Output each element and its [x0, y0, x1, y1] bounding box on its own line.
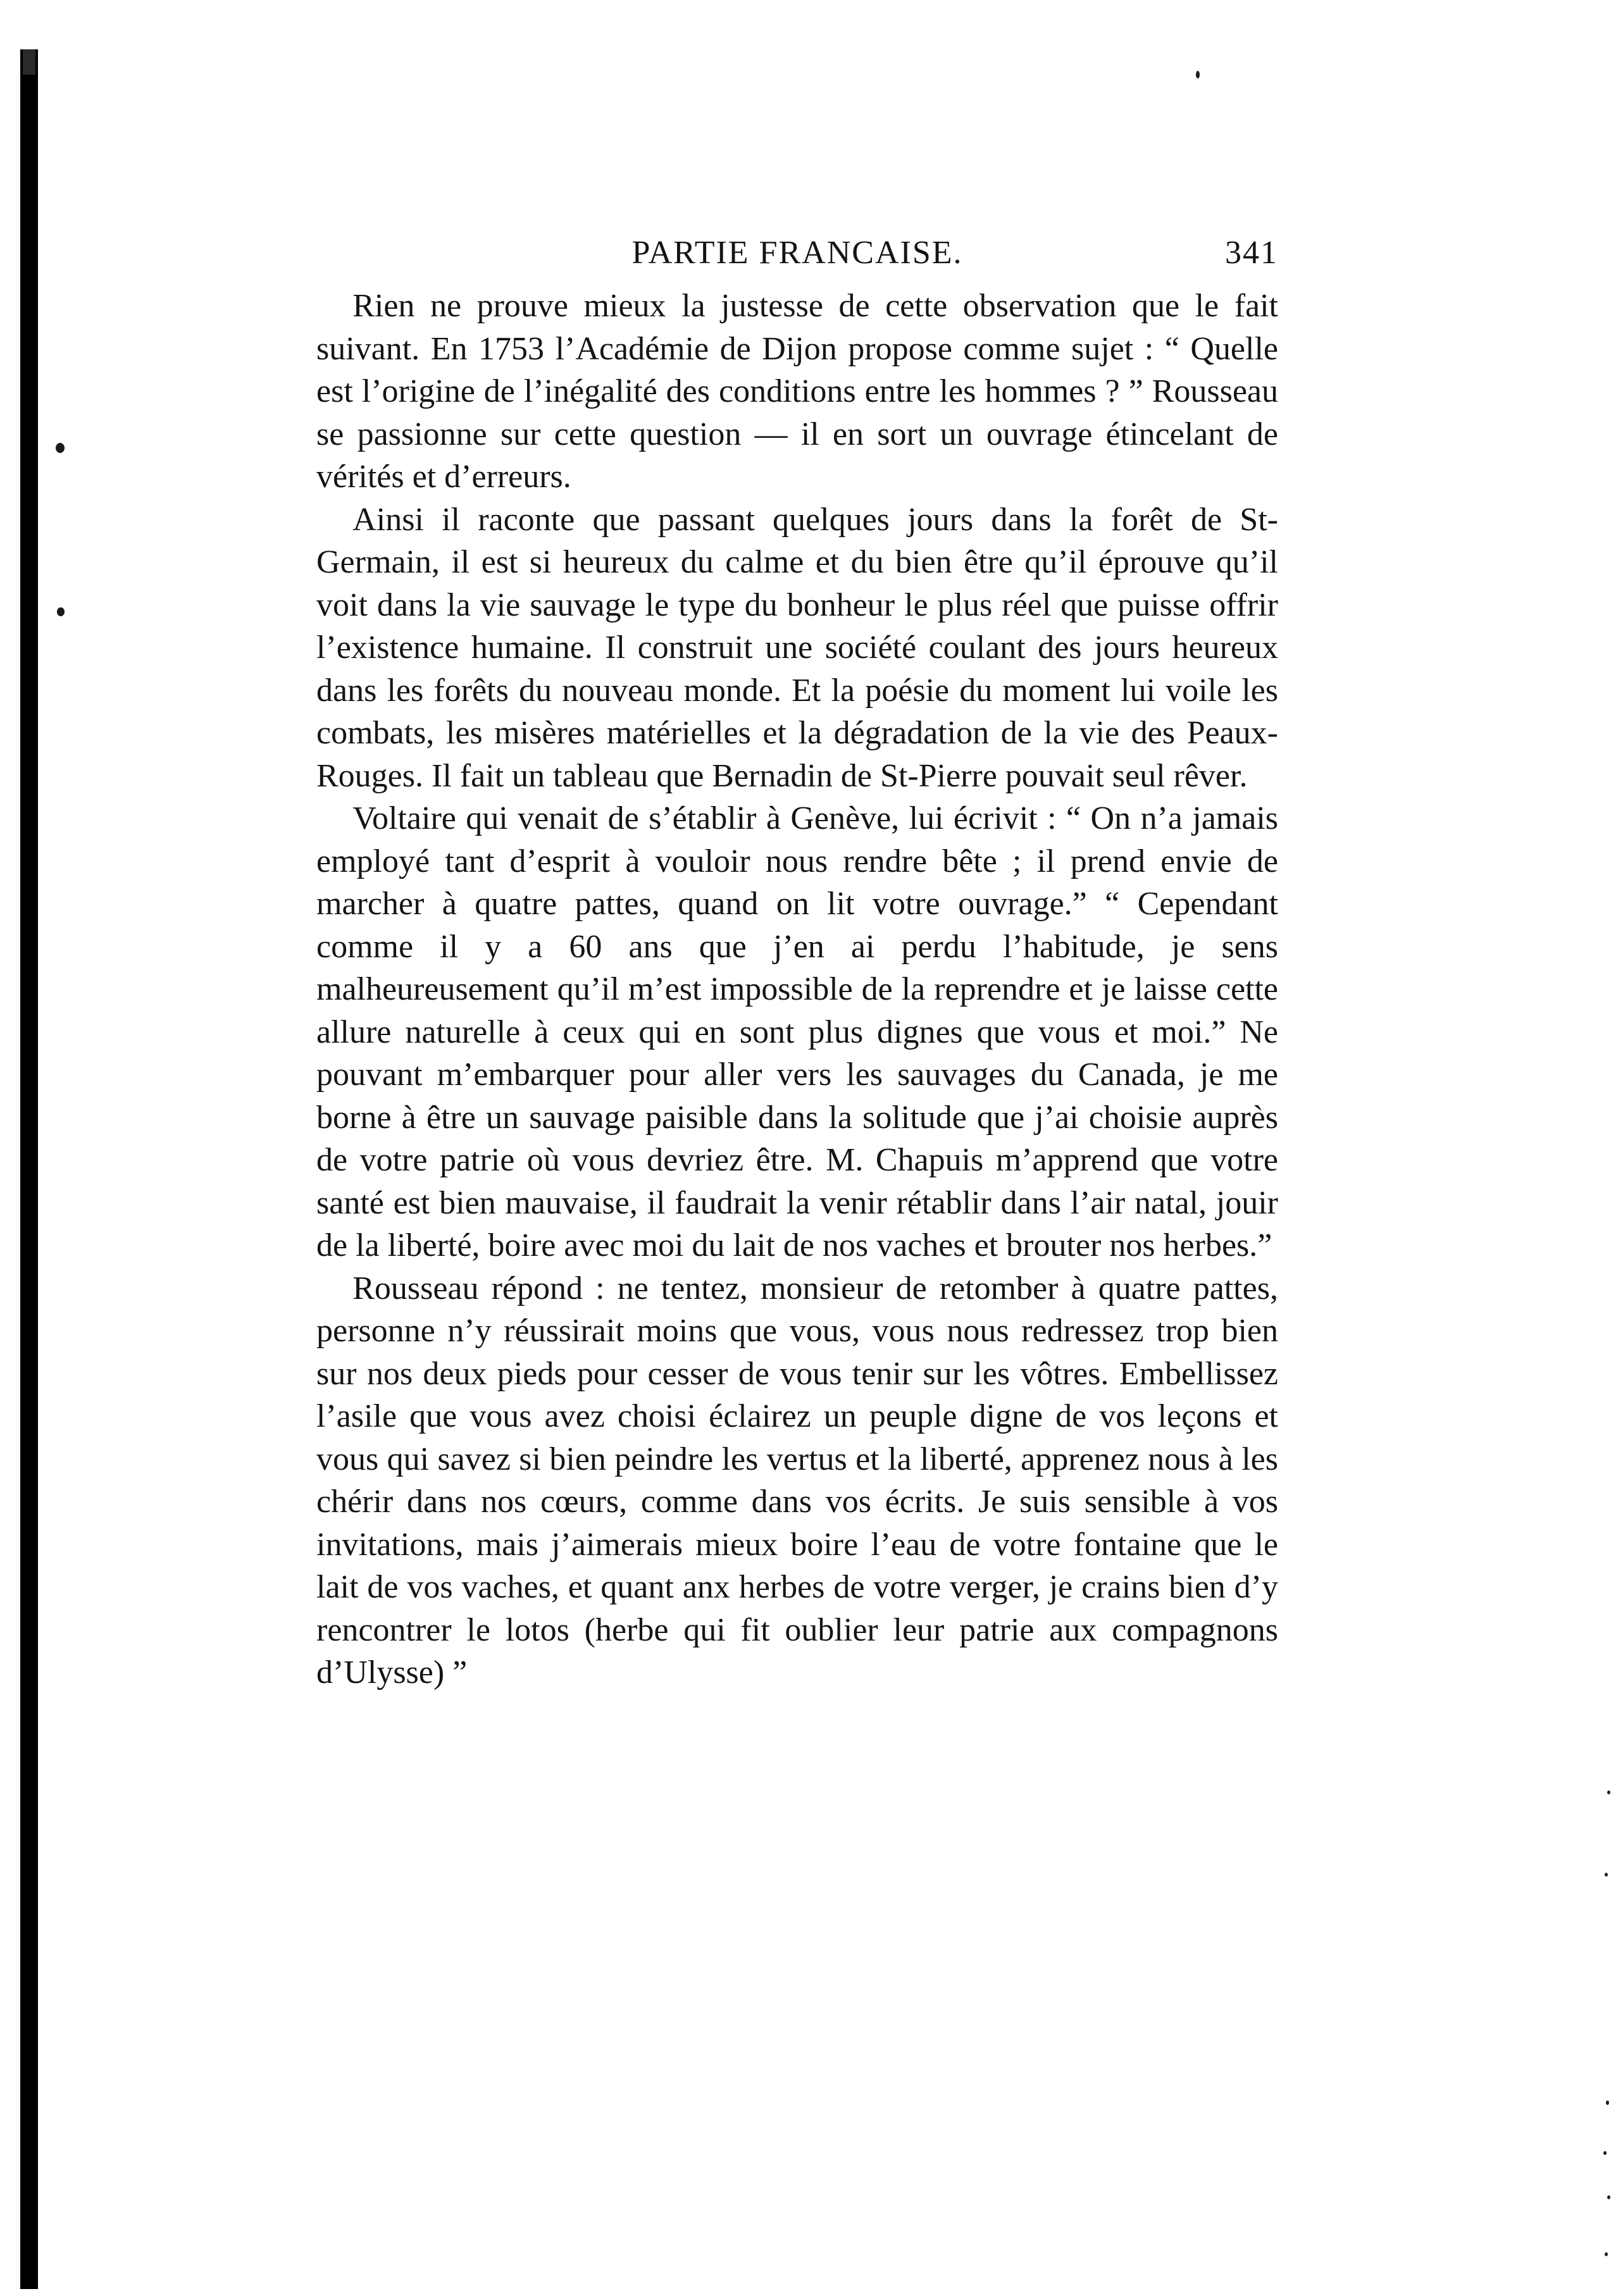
- running-title: PARTIE FRANCAISE.: [631, 235, 963, 271]
- page-binding-edge-top: [23, 49, 35, 75]
- paragraph: Voltaire qui venait de s’établir à Genève, lui écrivit : “ On n’a jamais employé tant d’esprit à vouloir nous rendre bête ; il prend envie de marcher à quatre pattes, quand on lit votre ouvrage.” “ Cependant comme il y a 60 ans que j’en ai perdu l’habitude, je sens malheureusement qu’il m’est impossible de la reprendre et je laisse cette allure naturelle à ceux qui en sont plus dignes que vous et moi.” Ne pouvant m’embarquer pour aller vers les sauvages du Canada, je me borne à être un sauvage paisible dans la solitude que j’ai choisie auprès de votre patrie où vous devriez être. M. Chapuis m’apprend que votre santé est bien mauvaise, il faudrait la venir rétablir dans l’air natal, jouir de la liberté, boire avec moi du lait de nos vaches et brouter nos herbes.”: [316, 800, 1278, 1263]
- scan-speck: [57, 607, 65, 616]
- paragraph: Rousseau répond : ne tentez, monsieur de retomber à quatre pattes, personne n’y réussirait moins que vous, vous nous redressez trop bien sur nos deux pieds pour cesser de vous tenir sur les vôtres. Embellissez l’asile que vous avez choisi éclairez un peuple digne de vos leçons et vous qui savez si bien peindre les vertus et la liberté, apprenez nous à les chérir dans nos cœurs, comme dans vos écrits. Je suis sensible à vos invitations, mais j’aimerais mieux boire l’eau de votre fontaine que le lait de vos vaches, et quant anx herbes de votre verger, je crains bien d’y rencontrer le lotos (herbe qui fit oublier leur patrie aux compagnons d’Ulysse) ”: [316, 1270, 1278, 1691]
- scan-speck: [1607, 2195, 1610, 2199]
- scan-speck: [1606, 2101, 1609, 2105]
- book-page: [316, 209, 1278, 1694]
- page-number: 341: [1225, 235, 1278, 271]
- body-text: [316, 285, 1278, 1694]
- scan-speck: [1605, 1873, 1608, 1877]
- scan-speck: [1603, 2151, 1607, 2155]
- paragraph: Rien ne prouve mieux la justesse de cette observation que le fait suivant. En 1753 l’Académie de Dijon propose comme sujet : “ Quelle est l’origine de l’inégalité des conditions entre les hommes ? ” Rousseau se passionne sur cette question — il en sort un ouvrage étincelant de vérités et d’erreurs.: [316, 288, 1278, 495]
- scan-speck: [1605, 2252, 1608, 2256]
- paragraph: Ainsi il raconte que passant quelques jours dans la forêt de St-Germain, il est si heureux du calme et du bien être qu’il éprouve qu’il voit dans la vie sauvage le type du bonheur le plus réel que puisse offrir l’existence humaine. Il construit une société coulant des jours heureux dans les forêts du nouveau monde. Et la poésie du moment lui voile les combats, les misères matérielles et la dégradation de la vie des Peaux-Rouges. Il fait un tableau que Bernadin de St-Pierre pouvait seul rêver.: [316, 501, 1278, 794]
- page-header: [316, 209, 1278, 285]
- scan-speck: [1196, 71, 1200, 78]
- scan-speck: [56, 443, 65, 453]
- page-binding-edge: [20, 49, 38, 2289]
- scan-speck: [1607, 1790, 1610, 1794]
